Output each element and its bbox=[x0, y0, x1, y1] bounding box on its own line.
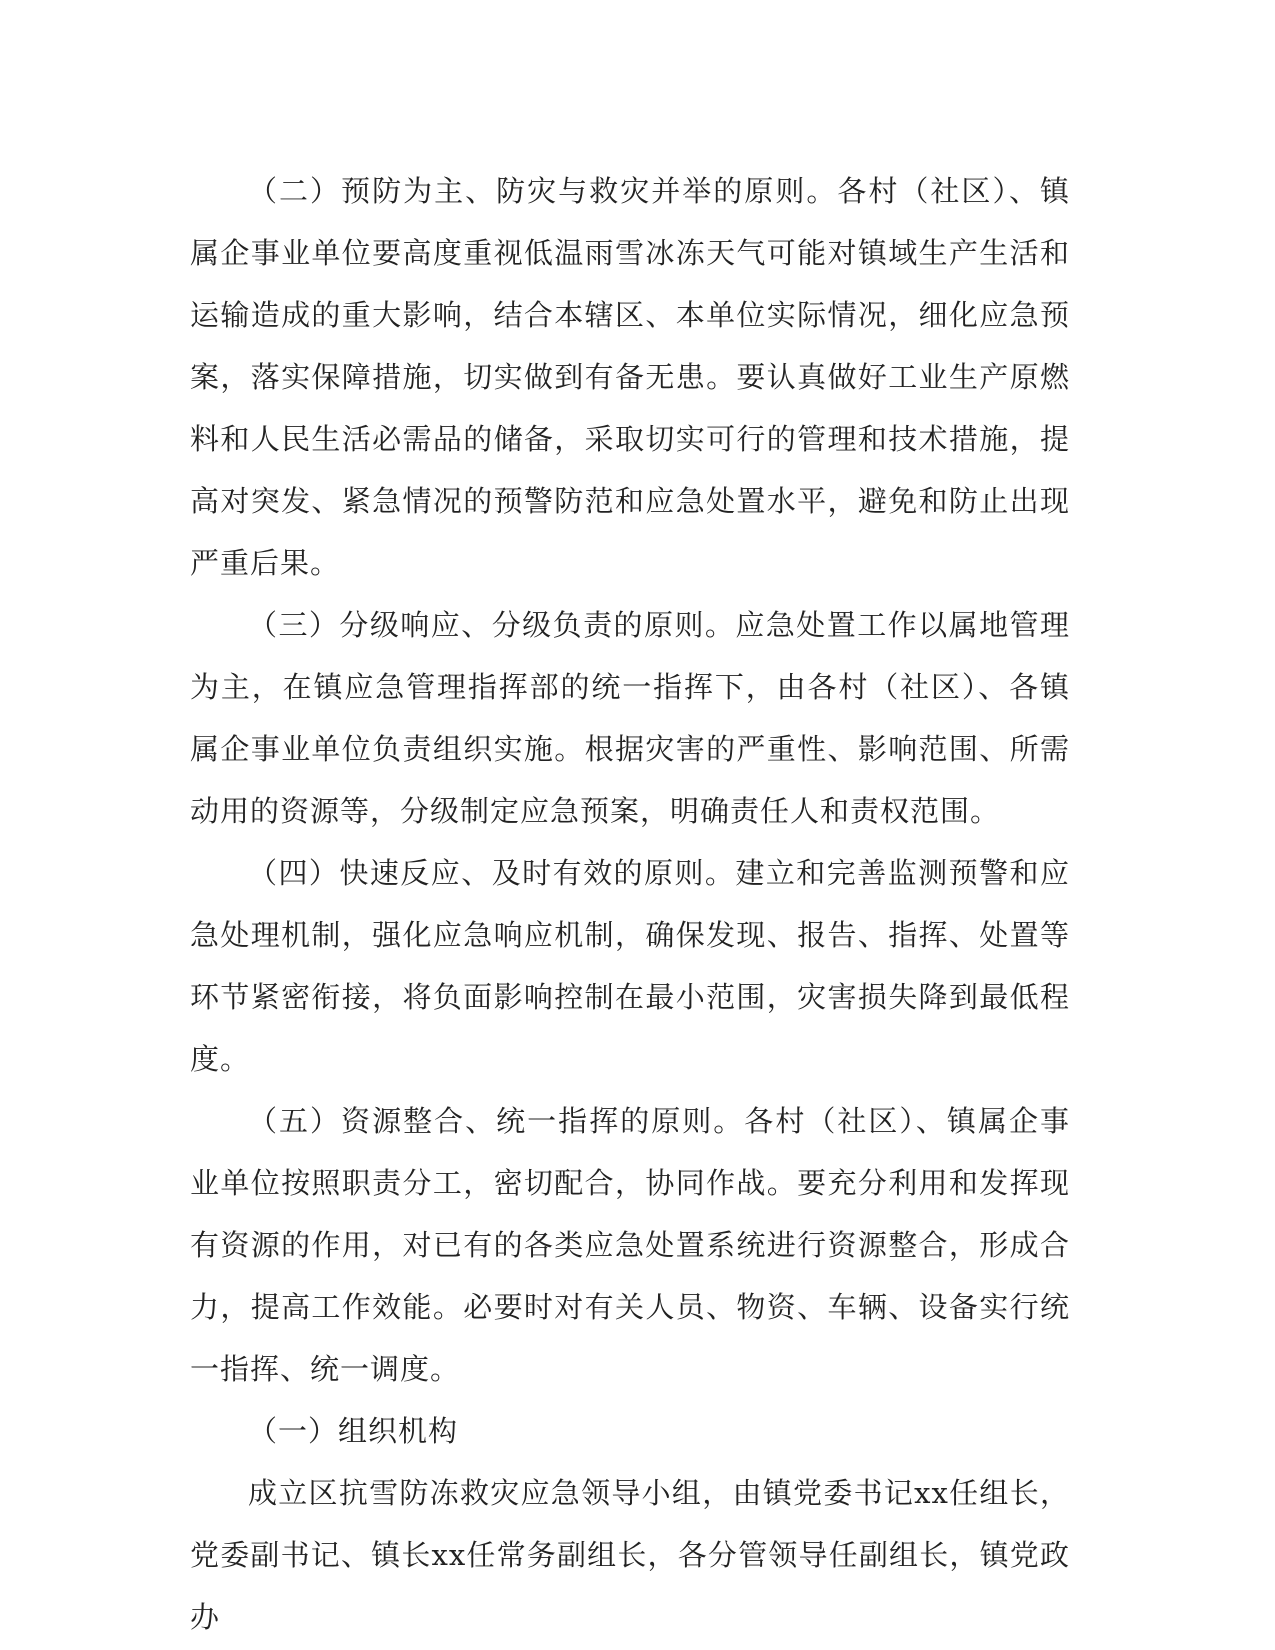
section-heading-organization: （一）组织机构 bbox=[248, 1414, 459, 1448]
document-body bbox=[190, 160, 1070, 1648]
paragraph-rapid-response-principle: （四）快速反应、及时有效的原则。建立和完善监测预警和应急处理机制，强化应急响应机制，确保发现、报告、指挥、处置等环节紧密衔接，将负面影响控制在最小范围，灾害损失降到最低程度。 bbox=[190, 856, 1070, 1076]
paragraph-resource-integration-principle: （五）资源整合、统一指挥的原则。各村（社区）、镇属企事业单位按照职责分工，密切配合，协同作战。要充分利用和发挥现有资源的作用，对已有的各类应急处置系统进行资源整合，形成合力，提高工作效能。必要时对有关人员、物资、车辆、设备实行统一指挥、统一调度。 bbox=[190, 1104, 1070, 1386]
paragraph-leadership-group: 成立区抗雪防冻救灾应急领导小组，由镇党委书记xx任组长，党委副书记、镇长xx任常务副组长，各分管领导任副组长，镇党政办 bbox=[190, 1476, 1070, 1634]
paragraph-prevention-principle: （二）预防为主、防灾与救灾并举的原则。各村（社区）、镇属企事业单位要高度重视低温雨雪冰冻天气可能对镇域生产生活和运输造成的重大影响，结合本辖区、本单位实际情况，细化应急预案，落实保障措施，切实做到有备无患。要认真做好工业生产原燃料和人民生活必需品的储备，采取切实可行的管理和技术措施，提高对突发、紧急情况的预警防范和应急处置水平，避免和防止出现严重后果。 bbox=[190, 174, 1070, 580]
paragraph-graded-response-principle: （三）分级响应、分级负责的原则。应急处置工作以属地管理为主，在镇应急管理指挥部的统一指挥下，由各村（社区）、各镇属企事业单位负责组织实施。根据灾害的严重性、影响范围、所需动用的资源等，分级制定应急预案，明确责任人和责权范围。 bbox=[190, 608, 1070, 828]
